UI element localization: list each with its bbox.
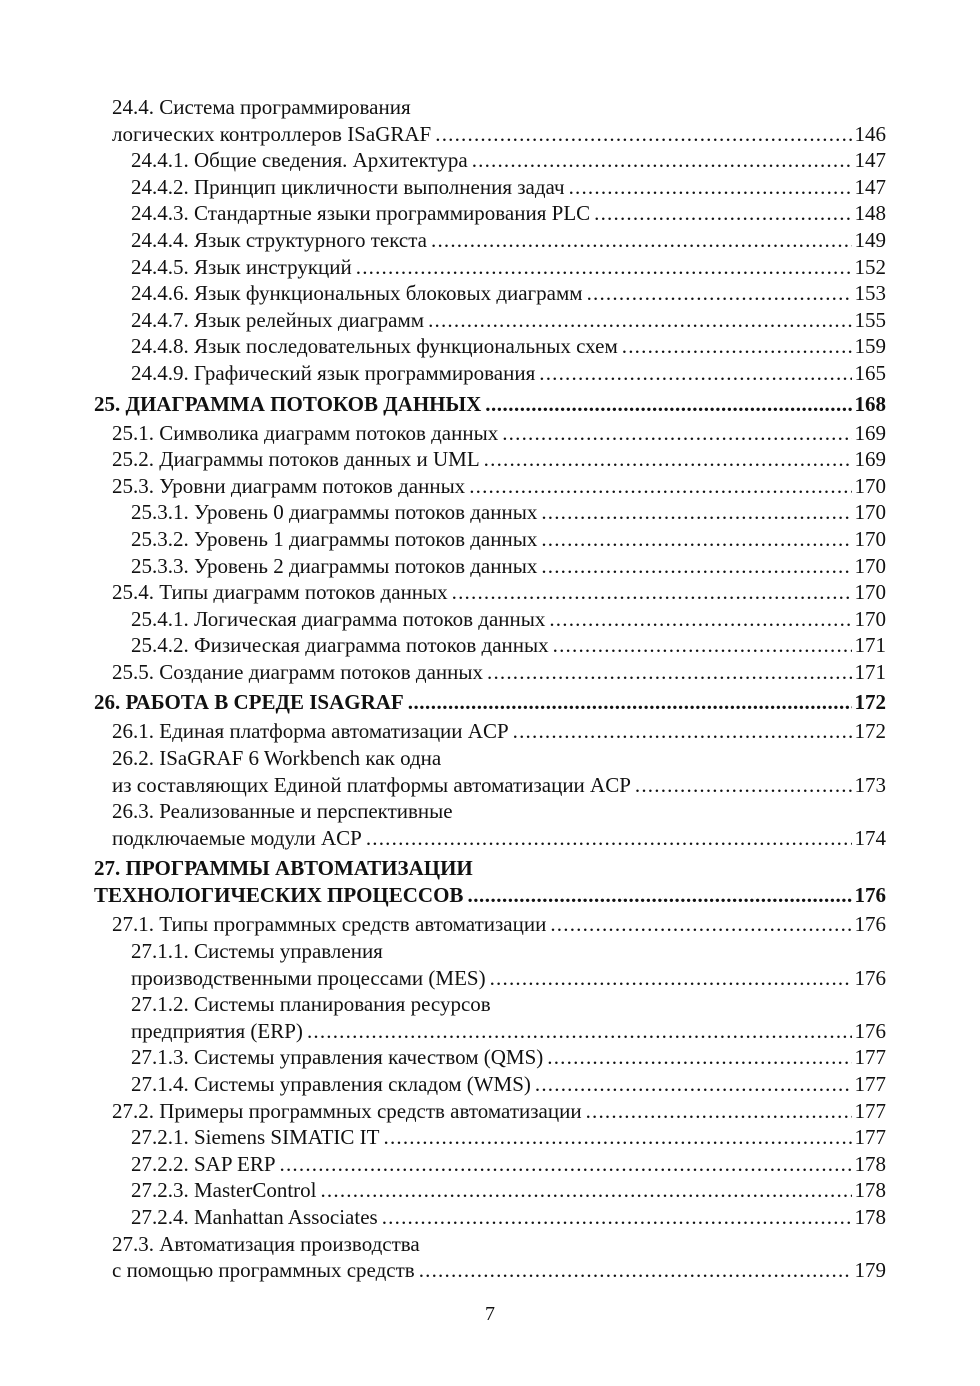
toc-page-number: 170 [854, 606, 886, 631]
toc-page-number: 176 [854, 965, 886, 990]
toc-page-number: 174 [854, 825, 886, 850]
toc-entry-title: 25.4.1. Логическая диаграмма потоков данных [131, 606, 546, 631]
toc-entry-line [94, 689, 886, 716]
toc-entry-line [94, 121, 886, 148]
toc-entry-title: производственными процессами (MES) [131, 965, 486, 990]
toc-page-number: 178 [854, 1151, 886, 1176]
dot-leader [356, 254, 852, 281]
dot-leader [431, 227, 852, 254]
page-number: 7 [485, 1303, 495, 1325]
toc-subsection [94, 553, 886, 580]
toc-entry-title: 24.4.8. Язык последовательных функциональных схем [131, 334, 618, 359]
toc-entry-title: подключаемые модули ACP [112, 825, 362, 850]
toc-page-number: 169 [854, 447, 886, 472]
toc-page-number: 178 [854, 1204, 886, 1229]
toc-entry-line [94, 965, 886, 992]
dot-leader [469, 473, 851, 500]
dot-leader [280, 1151, 852, 1178]
toc-entry-line [94, 1204, 886, 1231]
toc-entry-line [94, 227, 886, 254]
toc-entry-line [94, 1098, 886, 1125]
dot-leader [553, 632, 852, 659]
toc-entry-title: 25.3.3. Уровень 2 диаграммы потоков данных [131, 553, 538, 578]
toc-section [94, 911, 886, 938]
dot-leader [541, 553, 851, 580]
toc-entry-title: 27.1.3. Системы управления качеством (QMS) [131, 1045, 544, 1070]
toc-entry-title: 25.1. Символика диаграмм потоков данных [112, 420, 499, 445]
toc-page-number: 170 [854, 473, 886, 498]
dot-leader [435, 121, 851, 148]
toc-entry-line [94, 446, 886, 473]
toc-section [94, 579, 886, 606]
toc-chapter [94, 391, 886, 418]
toc-page-number: 152 [854, 254, 886, 279]
toc-entry-title: 25.4. Типы диаграмм потоков данных [112, 580, 448, 605]
toc-section [94, 659, 886, 686]
toc-section [94, 718, 886, 745]
toc-entry-line [94, 473, 886, 500]
toc-page-number: 170 [854, 580, 886, 605]
toc-page-number: 177 [854, 1072, 886, 1096]
toc-entry-title: 24.4.4. Язык структурного текста [131, 227, 427, 252]
toc-page-number: 176 [854, 1018, 886, 1043]
toc-subsection [94, 333, 886, 360]
toc-entry-title: из составляющих Единой платформы автоматизации ACP [112, 772, 631, 797]
toc-subsection [94, 1151, 886, 1178]
toc-entry-title-line: 27.3. Автоматизация производства [112, 1231, 420, 1256]
toc-subsection [94, 254, 886, 281]
toc-page-number: 149 [854, 227, 886, 252]
toc-subsection [94, 526, 886, 553]
dot-leader [539, 360, 851, 387]
toc-entry-title: 25. ДИАГРАММА ПОТОКОВ ДАННЫХ [94, 391, 482, 416]
dot-leader [382, 1204, 852, 1231]
toc-entry-line [94, 280, 886, 307]
toc-section [94, 473, 886, 500]
dot-leader [428, 307, 851, 334]
toc-entry-line [94, 1151, 886, 1178]
toc-entry-title: предприятия (ERP) [131, 1018, 303, 1043]
dot-leader [550, 911, 851, 938]
toc-entry-line [94, 254, 886, 281]
toc-section [94, 420, 886, 447]
toc-page-number: 177 [854, 1098, 886, 1123]
toc-entry-title: 25.3.2. Уровень 1 диаграммы потоков данных [131, 526, 538, 551]
toc-subsection [94, 1177, 886, 1204]
toc-entry-line [94, 911, 886, 938]
dot-leader [472, 147, 852, 174]
toc-entry-line [94, 333, 886, 360]
toc-entry-title: 24.4.7. Язык релейных диаграмм [131, 307, 425, 332]
toc-entry-line [94, 553, 886, 580]
toc-entry-line [94, 579, 886, 606]
toc-section [94, 94, 886, 147]
toc-entry-line [94, 1044, 886, 1071]
toc-subsection [94, 632, 886, 659]
toc-page-number: 172 [854, 690, 886, 715]
toc-page-number: 165 [854, 360, 886, 385]
toc-page-number: 171 [854, 633, 886, 658]
table-of-contents [94, 94, 886, 1284]
toc-entry-title: 25.5. Создание диаграмм потоков данных [112, 659, 483, 684]
toc-entry-line [94, 882, 886, 909]
dot-leader [490, 965, 852, 992]
toc-entry-title-line: 26.3. Реализованные и перспективные [112, 799, 453, 824]
toc-page-number: 179 [854, 1258, 886, 1283]
toc-subsection [94, 147, 886, 174]
toc-entry-line [94, 147, 886, 174]
toc-subsection [94, 1124, 886, 1151]
toc-subsection [94, 606, 886, 633]
dot-leader [635, 772, 852, 799]
toc-subsection [94, 307, 886, 334]
dot-leader [569, 174, 852, 201]
toc-entry-title: 24.4.3. Стандартные языки программирования PLC [131, 201, 591, 226]
dot-leader [594, 200, 851, 227]
toc-entry-title: 24.4.6. Язык функциональных блоковых диаграмм [131, 281, 583, 306]
dot-leader [547, 1044, 851, 1071]
toc-subsection [94, 938, 886, 991]
toc-page-number: 176 [854, 912, 886, 937]
toc-page-number: 148 [854, 201, 886, 226]
toc-page-number: 173 [854, 772, 886, 797]
toc-entry-line [94, 718, 886, 745]
toc-section [94, 745, 886, 798]
toc-page-number: 155 [854, 307, 886, 332]
toc-entry-title: 27.2.3. MasterControl [131, 1178, 317, 1203]
toc-page-number: 170 [854, 526, 886, 551]
dot-leader [502, 420, 851, 447]
toc-subsection [94, 1204, 886, 1231]
toc-entry-title: 24.4.5. Язык инструкций [131, 254, 352, 279]
toc-page-number: 159 [854, 334, 886, 359]
toc-subsection [94, 174, 886, 201]
toc-page-number: 168 [854, 391, 886, 416]
toc-entry-line [94, 420, 886, 447]
dot-leader [541, 526, 851, 553]
toc-chapter [94, 689, 886, 716]
dot-leader [467, 882, 851, 909]
toc-entry-title: 25.4.2. Физическая диаграмма потоков данных [131, 633, 549, 658]
toc-entry-line [94, 606, 886, 633]
toc-entry-line [94, 825, 886, 852]
toc-entry-title: 25.3.1. Уровень 0 диаграммы потоков данных [131, 500, 538, 525]
toc-entry-title: 24.4.1. Общие сведения. Архитектура [131, 148, 468, 173]
toc-entry-title: логических контроллеров ISaGRAF [112, 121, 432, 146]
toc-page-number: 146 [854, 121, 886, 146]
toc-subsection [94, 280, 886, 307]
toc-entry-title-line: 27. ПРОГРАММЫ АВТОМАТИЗАЦИИ [94, 856, 473, 881]
toc-entry-title: 27.1. Типы программных средств автоматизации [112, 912, 547, 937]
toc-entry-line [94, 632, 886, 659]
toc-entry-title: 27.2.1. Siemens SIMATIC IT [131, 1125, 380, 1150]
toc-entry-line [94, 307, 886, 334]
dot-leader [408, 689, 852, 716]
dot-leader [535, 1071, 852, 1098]
dot-leader [549, 606, 851, 633]
toc-subsection [94, 200, 886, 227]
toc-page-number: 169 [854, 420, 886, 445]
dot-leader [366, 825, 852, 852]
toc-subsection [94, 1044, 886, 1071]
toc-entry-title: с помощью программных средств [112, 1258, 415, 1283]
dot-leader [485, 391, 851, 418]
toc-section [94, 798, 886, 851]
toc-page-number: 170 [854, 500, 886, 525]
toc-page-number: 171 [854, 659, 886, 684]
toc-entry-title: 27.2.4. Manhattan Associates [131, 1204, 378, 1229]
dot-leader [622, 333, 852, 360]
dot-leader [320, 1177, 851, 1204]
toc-entry-line [94, 526, 886, 553]
toc-chapter [94, 855, 886, 909]
toc-entry-title: 27.1.4. Системы управления складом (WMS) [131, 1072, 531, 1096]
toc-page-number: 177 [854, 1045, 886, 1070]
toc-page-number: 177 [854, 1125, 886, 1150]
dot-leader [452, 579, 852, 606]
toc-entry-line [94, 200, 886, 227]
dot-leader [484, 446, 852, 473]
toc-section [94, 1231, 886, 1284]
toc-page-number: 178 [854, 1178, 886, 1203]
toc-entry-line [94, 1257, 886, 1284]
toc-subsection [94, 1071, 886, 1098]
toc-section [94, 1098, 886, 1125]
toc-page-number: 172 [854, 719, 886, 744]
toc-entry-line [94, 499, 886, 526]
dot-leader [513, 718, 852, 745]
dot-leader [541, 499, 851, 526]
toc-subsection [94, 499, 886, 526]
toc-entry-line [94, 659, 886, 686]
toc-entry-title: 25.2. Диаграммы потоков данных и UML [112, 447, 480, 472]
toc-entry-title-line: 26.2. ISaGRAF 6 Workbench как одна [112, 746, 442, 771]
toc-entry-title: 26. РАБОТА В СРЕДЕ ISAGRAF [94, 690, 404, 715]
toc-entry-title: 27.2. Примеры программных средств автоматизации [112, 1098, 582, 1123]
toc-page-number: 153 [854, 281, 886, 306]
dot-leader [587, 280, 852, 307]
toc-entry-title: 24.4.2. Принцип цикличности выполнения задач [131, 174, 565, 199]
toc-page-number: 176 [854, 883, 886, 908]
toc-subsection [94, 227, 886, 254]
toc-entry-line [94, 174, 886, 201]
dot-leader [487, 659, 852, 686]
toc-entry-line [94, 1177, 886, 1204]
toc-entry-line [94, 391, 886, 418]
toc-entry-title: 26.1. Единая платформа автоматизации ACP [112, 719, 509, 744]
toc-entry-line [94, 360, 886, 387]
toc-subsection [94, 991, 886, 1044]
dot-leader [586, 1098, 852, 1125]
toc-entry-line [94, 1071, 886, 1098]
toc-page-number: 170 [854, 553, 886, 578]
toc-entry-line [94, 1018, 886, 1045]
toc-entry-line [94, 772, 886, 799]
toc-section [94, 446, 886, 473]
toc-page-number: 147 [854, 174, 886, 199]
toc-entry-title: 25.3. Уровни диаграмм потоков данных [112, 473, 466, 498]
toc-subsection [94, 360, 886, 387]
dot-leader [307, 1018, 852, 1045]
dot-leader [419, 1257, 852, 1284]
toc-entry-title-line: 27.1.1. Системы управления [131, 939, 383, 964]
toc-entry-title: 24.4.9. Графический язык программирования [131, 360, 536, 385]
toc-entry-title: ТЕХНОЛОГИЧЕСКИХ ПРОЦЕССОВ [94, 883, 464, 908]
toc-entry-line [94, 1124, 886, 1151]
toc-entry-title-line: 24.4. Система программирования [112, 95, 411, 119]
toc-page-number: 147 [854, 148, 886, 173]
dot-leader [384, 1124, 852, 1151]
toc-entry-title: 27.2.2. SAP ERP [131, 1151, 276, 1176]
toc-entry-title-line: 27.1.2. Системы планирования ресурсов [131, 992, 491, 1017]
